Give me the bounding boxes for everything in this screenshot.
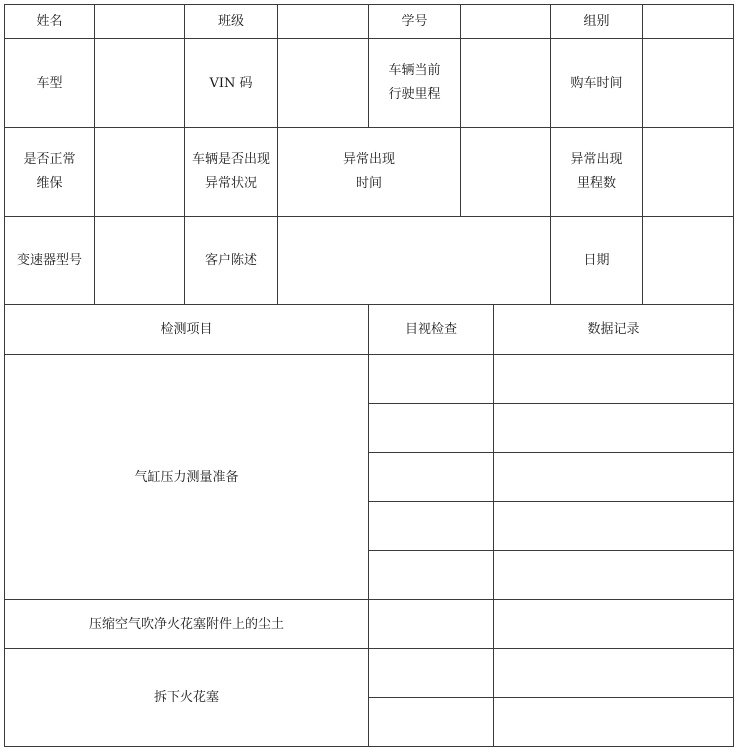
vin-label: VIN 码 [185,39,278,128]
visual-check-cell[interactable] [369,502,494,551]
customer-statement-field[interactable] [278,217,551,305]
purchase-time-label: 购车时间 [551,39,643,128]
visual-check-cell[interactable] [369,600,494,649]
date-label: 日期 [551,217,643,305]
data-record-cell[interactable] [494,355,734,404]
transmission-field[interactable] [95,217,185,305]
student-id-label: 学号 [369,5,461,39]
header-row-3 [5,128,734,217]
visual-check-header: 目视检查 [369,305,494,355]
abnormal-mileage-label [551,128,643,217]
visual-check-cell[interactable] [369,698,494,747]
mileage-label [369,39,461,128]
inspection-item-blow-dust: 压缩空气吹净火花塞附件上的尘土 [5,600,369,649]
data-record-cell[interactable] [494,502,734,551]
maintenance-label [5,128,95,217]
header-row-4 [5,217,734,305]
customer-statement-label: 客户陈述 [185,217,278,305]
transmission-label: 变速器型号 [5,217,95,305]
inspection-row [5,600,734,649]
data-record-cell[interactable] [494,600,734,649]
visual-check-cell[interactable] [369,649,494,698]
vehicle-model-label: 车型 [5,39,95,128]
inspection-item-remove-spark-plug: 拆下火花塞 [5,649,369,747]
data-record-cell[interactable] [494,649,734,698]
inspection-form [4,4,734,747]
maintenance-label-line1: 是否正常 [23,152,76,167]
visual-check-cell[interactable] [369,453,494,502]
abnormal-time-label [278,128,461,217]
abnormal-time-label-line1: 异常出现 [342,152,395,167]
class-label: 班级 [185,5,278,39]
abnormal-mileage-label-line2: 里程数 [576,176,616,191]
abnormal-mileage-field[interactable] [643,128,734,217]
maintenance-label-line2: 维保 [36,176,63,191]
inspection-row [5,649,734,698]
data-record-header: 数据记录 [494,305,734,355]
class-field[interactable] [278,5,369,39]
abnormal-condition-label-line2: 异常状况 [204,176,257,191]
group-label: 组别 [551,5,643,39]
abnormal-time-field[interactable] [461,128,551,217]
header-row-1 [5,5,734,39]
mileage-label-line2: 行驶里程 [388,87,441,102]
vin-field[interactable] [278,39,369,128]
form-table [4,4,734,747]
purchase-time-field[interactable] [643,39,734,128]
data-record-cell[interactable] [494,551,734,600]
abnormal-time-label-line2: 时间 [355,176,382,191]
abnormal-condition-label [185,128,278,217]
visual-check-cell[interactable] [369,355,494,404]
inspection-item-cylinder-prep: 气缸压力测量准备 [5,355,369,600]
header-row-2 [5,39,734,128]
abnormal-mileage-label-line1: 异常出现 [570,152,623,167]
data-record-cell[interactable] [494,698,734,747]
visual-check-cell[interactable] [369,404,494,453]
group-field[interactable] [643,5,734,39]
visual-check-cell[interactable] [369,551,494,600]
mileage-field[interactable] [461,39,551,128]
maintenance-field[interactable] [95,128,185,217]
vehicle-model-field[interactable] [95,39,185,128]
name-label: 姓名 [5,5,95,39]
inspection-header-row [5,305,734,355]
item-header: 检测项目 [5,305,369,355]
student-id-field[interactable] [461,5,551,39]
mileage-label-line1: 车辆当前 [388,63,441,78]
name-field[interactable] [95,5,185,39]
inspection-row [5,355,734,404]
data-record-cell[interactable] [494,453,734,502]
data-record-cell[interactable] [494,404,734,453]
date-field[interactable] [643,217,734,305]
abnormal-condition-label-line1: 车辆是否出现 [191,152,270,167]
